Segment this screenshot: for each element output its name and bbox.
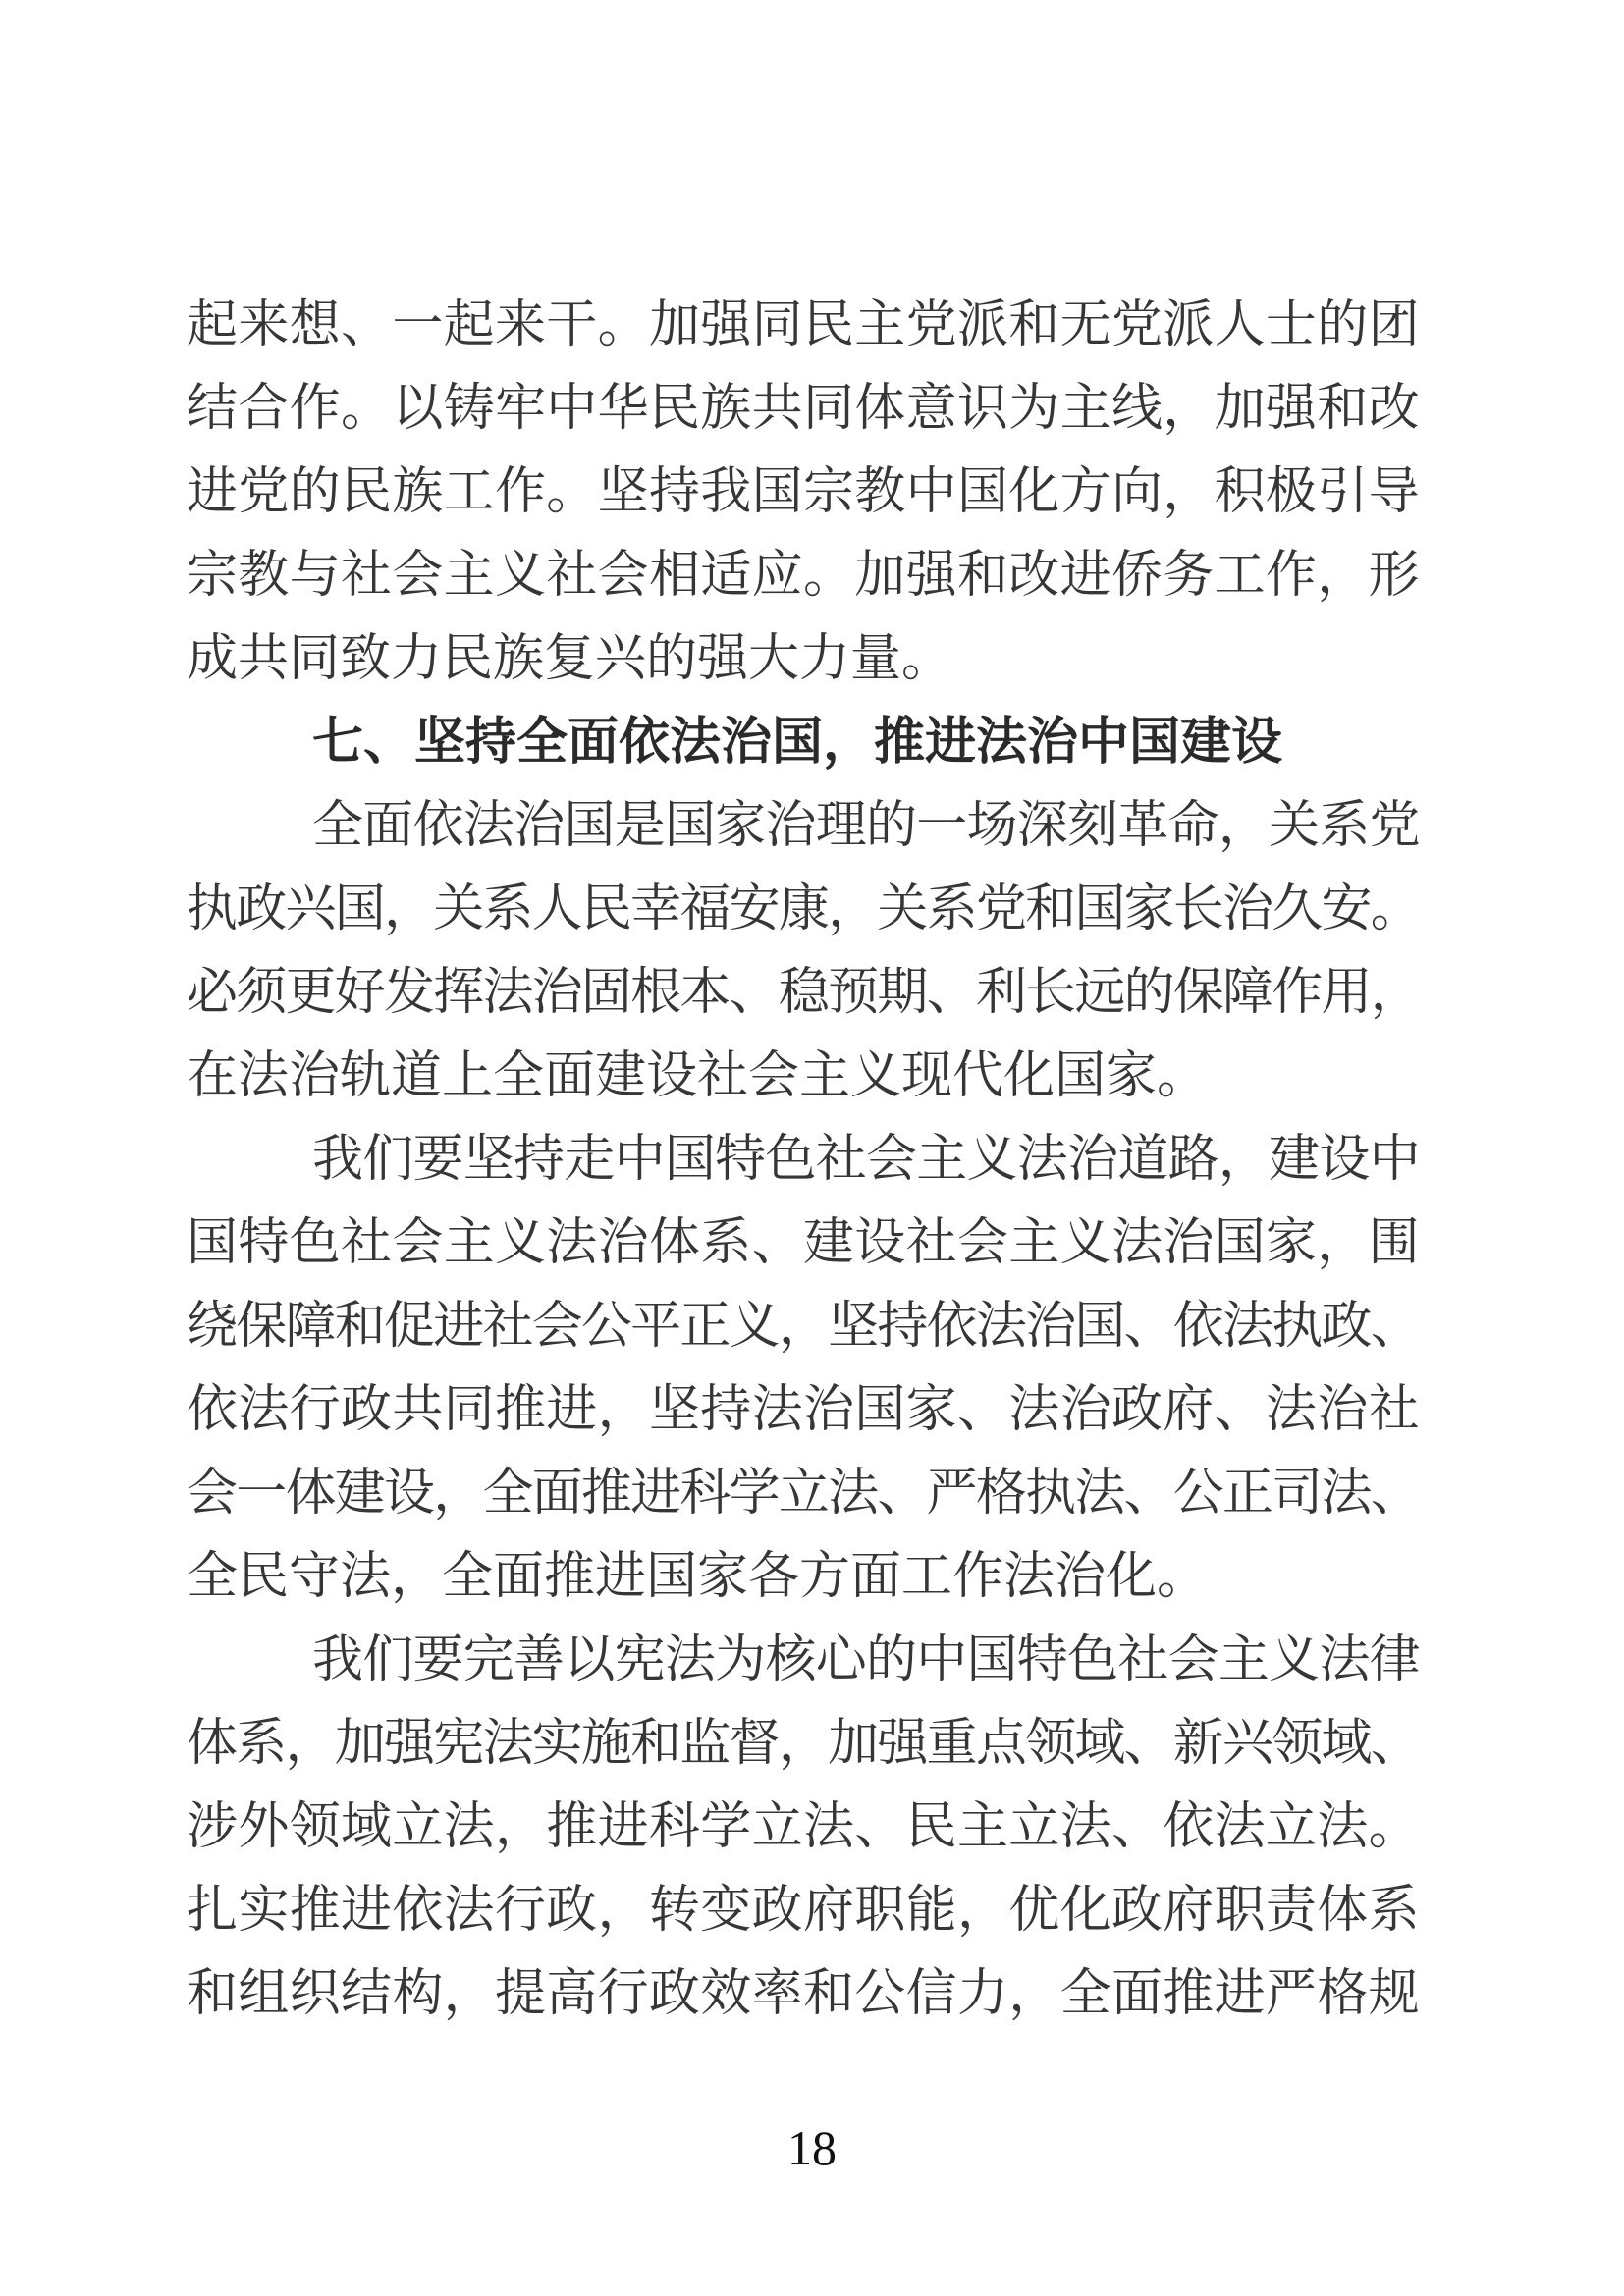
text-line <box>187 617 1420 701</box>
text-line-content: 宗教与社会主义社会相适应。加强和改进侨务工作，形 <box>187 548 1420 604</box>
text-line <box>187 1702 1420 1786</box>
text-line-content: 结合作。以铸牢中华民族共同体意识为主线，加强和改 <box>187 381 1420 437</box>
text-line <box>187 1619 1420 1702</box>
text-line-content: 涉外领域立法，推进科学立法、民主立法、依法立法。 <box>187 1799 1420 1855</box>
text-line-content: 执政兴国，关系人民幸福安康，关系党和国家长治久安。 <box>187 881 1421 937</box>
text-line-content: 依法行政共同推进，坚持法治国家、法治政府、法治社 <box>187 1382 1420 1438</box>
text-line <box>187 1535 1420 1619</box>
text-line-content: 全民守法，全面推进国家各方面工作法治化。 <box>187 1549 1209 1605</box>
text-line-content: 体系，加强宪法实施和监督，加强重点领域、新兴领域、 <box>187 1716 1421 1772</box>
text-line-content: 扎实推进依法行政，转变政府职能，优化政府职责体系 <box>187 1883 1420 1939</box>
text-line-content: 七、坚持全面依法治国，推进法治中国建设 <box>312 714 1283 771</box>
text-line <box>187 1952 1420 2036</box>
text-line-content: 全面依法治国是国家治理的一场深刻革命，关系党 <box>312 798 1420 854</box>
text-line-content: 国特色社会主义法治体系、建设社会主义法治国家，围 <box>187 1215 1420 1271</box>
text-line <box>187 367 1420 451</box>
text-line <box>187 1118 1420 1201</box>
text-line-content: 进党的民族工作。坚持我国宗教中国化方向，积极引导 <box>187 464 1420 520</box>
text-line <box>187 1368 1420 1452</box>
section-heading <box>187 701 1420 784</box>
page-number: 18 <box>787 2120 837 2175</box>
text-line-content: 和组织结构，提高行政效率和公信力，全面推进严格规 <box>187 1966 1420 2022</box>
text-line-content: 起来想、一起来干。加强同民主党派和无党派人士的团 <box>187 297 1420 353</box>
text-line <box>187 1285 1420 1368</box>
text-line <box>187 1786 1420 1869</box>
text-line <box>187 784 1420 868</box>
text-line <box>187 451 1420 534</box>
text-line <box>187 284 1420 367</box>
text-line <box>187 534 1420 617</box>
text-line-content: 我们要坚持走中国特色社会主义法治道路，建设中 <box>312 1132 1420 1188</box>
text-line <box>187 1452 1420 1535</box>
text-line-content: 必须更好发挥法治固根本、稳预期、利长远的保障作用， <box>187 965 1421 1021</box>
text-line-content: 在法治轨道上全面建设社会主义现代化国家。 <box>187 1048 1209 1104</box>
text-line-content: 我们要完善以宪法为核心的中国特色社会主义法律 <box>312 1632 1420 1688</box>
text-line-content: 成共同致力民族复兴的强大力量。 <box>187 631 953 687</box>
text-line <box>187 1035 1420 1118</box>
text-line-content: 绕保障和促进社会公平正义，坚持依法治国、依法执政、 <box>187 1299 1421 1355</box>
text-line <box>187 868 1420 951</box>
document-body <box>187 284 1420 2036</box>
text-line <box>187 1201 1420 1285</box>
text-line-content: 会一体建设，全面推进科学立法、严格执法、公正司法、 <box>187 1466 1421 1522</box>
text-line <box>187 1869 1420 1952</box>
text-line <box>187 951 1420 1035</box>
